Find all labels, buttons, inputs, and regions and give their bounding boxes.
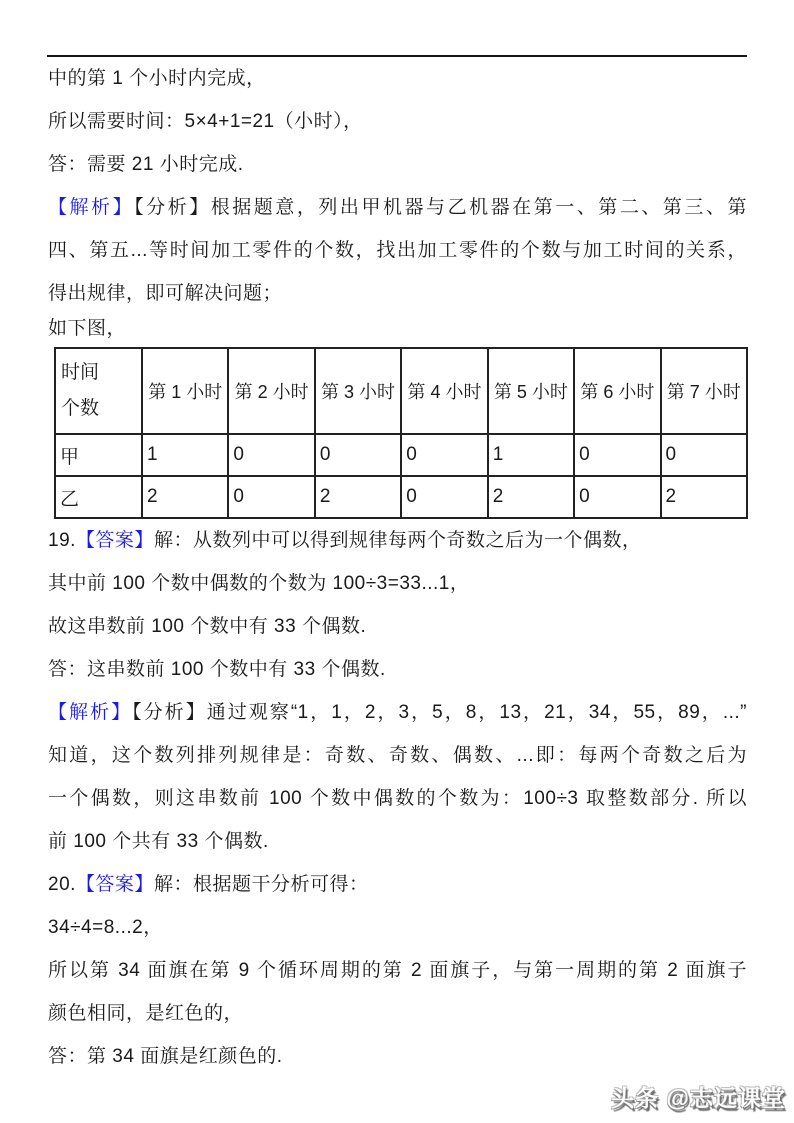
row-label-cell: 甲 <box>55 434 142 476</box>
text-line <box>48 992 747 1035</box>
table-cell: 2 <box>488 476 574 518</box>
question-number: 19. <box>48 530 76 551</box>
text-segment: 【分析】通过观察“1，1，2，3，5，8，13，21，34，55，89，...” <box>132 702 747 723</box>
row-label-cell: 乙 <box>55 476 142 518</box>
text-segment: 故这串数前 100 个数中有 33 个偶数. <box>48 616 367 637</box>
text-line <box>48 186 747 229</box>
document-content <box>48 57 747 1078</box>
table-cell: 1 <box>488 434 574 476</box>
text-segment: 知道，这个数列排列规律是：奇数、奇数、偶数、...即：每两个奇数之后为 <box>48 745 747 766</box>
table-cell: 0 <box>228 434 314 476</box>
answer-tag: 【答案】 <box>75 874 154 895</box>
table-header-cell: 第 5 小时 <box>488 348 574 434</box>
text-segment: 四、第五...等时间加工零件的个数，找出加工零件的个数与加工时间的关系， <box>48 240 747 261</box>
question-number: 20. <box>48 874 76 895</box>
text-line <box>48 1035 747 1078</box>
answer-table <box>54 347 748 519</box>
text-line <box>48 57 747 100</box>
text-segment: 如下图， <box>48 318 127 339</box>
table-cell: 2 <box>142 476 228 518</box>
text-line <box>48 820 747 863</box>
table-cell: 0 <box>228 476 314 518</box>
text-line <box>48 315 747 347</box>
text-line <box>48 777 747 820</box>
table-cell: 1 <box>142 434 228 476</box>
text-line <box>48 143 747 186</box>
text-segment: 答：第 34 面旗是红颜色的. <box>48 1046 283 1067</box>
text-line <box>48 605 747 648</box>
text-segment: 所以需要时间：5×4+1=21（小时）， <box>48 111 363 132</box>
text-line <box>48 863 747 906</box>
text-segment: 所以第 34 面旗在第 9 个循环周期的第 2 面旗子，与第一周期的第 2 面旗子 <box>48 960 747 981</box>
table-cell: 0 <box>315 434 401 476</box>
analysis-tag: 【解析】 <box>48 197 135 218</box>
toutiao-watermark: 头条 @志远课堂 <box>611 1085 786 1111</box>
text-line <box>48 100 747 143</box>
analysis-tag: 【解析】 <box>48 702 133 723</box>
table-row <box>55 476 747 518</box>
table-header-cell: 第 4 小时 <box>401 348 487 434</box>
text-segment: 答：这串数前 100 个数中有 33 个偶数. <box>48 659 386 680</box>
text-segment: 中的第 1 个小时内完成， <box>48 68 266 89</box>
text-segment: 一个偶数，则这串数前 100 个数中偶数的个数为：100÷3 取整数部分. 所以 <box>48 788 747 809</box>
text-segment: 其中前 100 个数中偶数的个数为 100÷3=33...1， <box>48 573 470 594</box>
table-cell: 0 <box>661 434 747 476</box>
table-header-cell: 第 2 小时 <box>228 348 314 434</box>
text-segment: 前 100 个共有 33 个偶数. <box>48 831 269 852</box>
text-segment: 颜色相同，是红色的， <box>48 1003 244 1024</box>
table-cell: 0 <box>574 476 660 518</box>
table-row <box>55 434 747 476</box>
table-cell: 0 <box>401 434 487 476</box>
text-line <box>48 562 747 605</box>
text-segment: 34÷4=8...2， <box>48 917 163 938</box>
table-cell: 0 <box>574 434 660 476</box>
answer-tag: 【答案】 <box>75 530 154 551</box>
table-header-cell: 第 1 小时 <box>142 348 228 434</box>
text-segment: 解：从数列中可以得到规律每两个奇数之后为一个偶数， <box>153 530 642 551</box>
table-header-row <box>55 348 747 434</box>
text-segment: 解：根据题干分析可得： <box>153 874 369 895</box>
text-line <box>48 648 747 691</box>
table-cell: 2 <box>315 476 401 518</box>
text-line <box>48 906 747 949</box>
text-segment: 答：需要 21 小时完成. <box>48 154 244 175</box>
corner-label-time: 时间 <box>61 362 100 383</box>
text-line <box>48 949 747 992</box>
corner-label-count: 个数 <box>61 398 100 419</box>
table-corner-cell <box>55 348 142 434</box>
text-line <box>48 519 747 562</box>
text-line <box>48 691 747 734</box>
text-line <box>48 272 747 315</box>
table-cell: 0 <box>401 476 487 518</box>
text-line <box>48 229 747 272</box>
text-segment: 【分析】根据题意，列出甲机器与乙机器在第一、第二、第三、第 <box>134 197 747 218</box>
table-header-cell: 第 3 小时 <box>315 348 401 434</box>
table-header-cell: 第 7 小时 <box>661 348 747 434</box>
table-header-cell: 第 6 小时 <box>574 348 660 434</box>
table-cell: 2 <box>661 476 747 518</box>
text-segment: 得出规律，即可解决问题； <box>48 283 283 304</box>
text-line <box>48 734 747 777</box>
